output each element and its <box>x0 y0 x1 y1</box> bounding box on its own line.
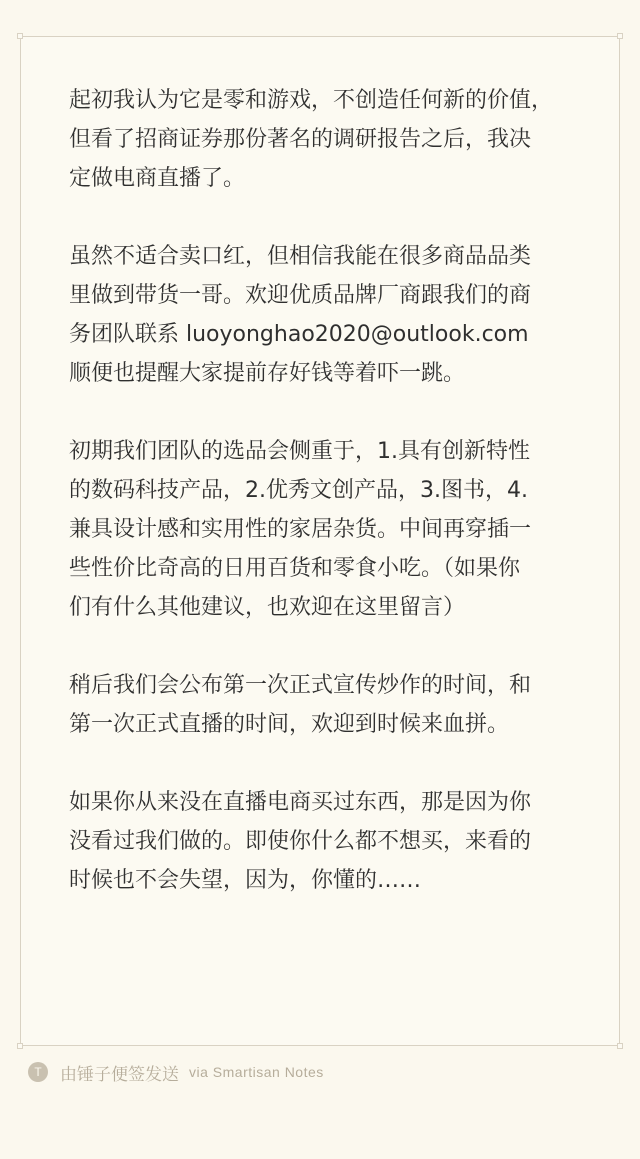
frame-corner <box>17 1043 23 1049</box>
note-line: 稍后我们会公布第一次正式宣传炒作的时间，和 <box>69 673 532 698</box>
footer-via-label: via Smartisan Notes <box>189 1064 324 1080</box>
note-line: 时候也不会失望，因为，你懂的…… <box>69 868 422 893</box>
note-line: 第一次正式直播的时间，欢迎到时候来血拼。 <box>69 712 510 737</box>
note-line: 初期我们团队的选品会侧重于，1.具有创新特性 <box>69 439 530 464</box>
note-line: 但看了招商证券那份著名的调研报告之后，我决 <box>69 127 532 152</box>
frame-corner <box>617 1043 623 1049</box>
frame-corner <box>17 33 23 39</box>
note-line: 里做到带货一哥。欢迎优质品牌厂商跟我们的商 <box>69 283 532 308</box>
note-line: 的数码科技产品，2.优秀文创产品，3.图书，4. <box>69 478 528 503</box>
note-line: 顺便也提醒大家提前存好钱等着吓一跳。 <box>69 361 466 386</box>
note-paragraph <box>69 237 581 393</box>
note-line: 没看过我们做的。即使你什么都不想买，来看的 <box>69 829 532 854</box>
note-line: 兼具设计感和实用性的家居杂货。中间再穿插一 <box>69 517 532 542</box>
note-line: 些性价比奇高的日用百货和零食小吃。（如果你 <box>69 556 521 581</box>
note-paragraph <box>69 432 581 627</box>
note-paragraph <box>69 783 581 900</box>
note-body <box>69 81 581 900</box>
note-paragraph <box>69 81 581 198</box>
note-line-email: 务团队联系 luoyonghao2020@outlook.com <box>69 322 529 347</box>
note-card <box>20 36 620 1046</box>
frame-corner <box>617 33 623 39</box>
smartisan-t-icon: T <box>28 1062 48 1082</box>
footer-sent-label: 由锤子便签发送 <box>60 1064 179 1085</box>
note-line: 如果你从来没在直播电商买过东西，那是因为你 <box>69 790 532 815</box>
note-line: 虽然不适合卖口红，但相信我能在很多商品品类 <box>69 244 532 269</box>
send-via-footer <box>28 1058 324 1086</box>
note-line: 们有什么其他建议，也欢迎在这里留言） <box>69 595 466 620</box>
note-line: 定做电商直播了。 <box>69 166 246 191</box>
note-line: 起初我认为它是零和游戏，不创造任何新的价值， <box>69 88 554 113</box>
note-paragraph <box>69 666 581 744</box>
